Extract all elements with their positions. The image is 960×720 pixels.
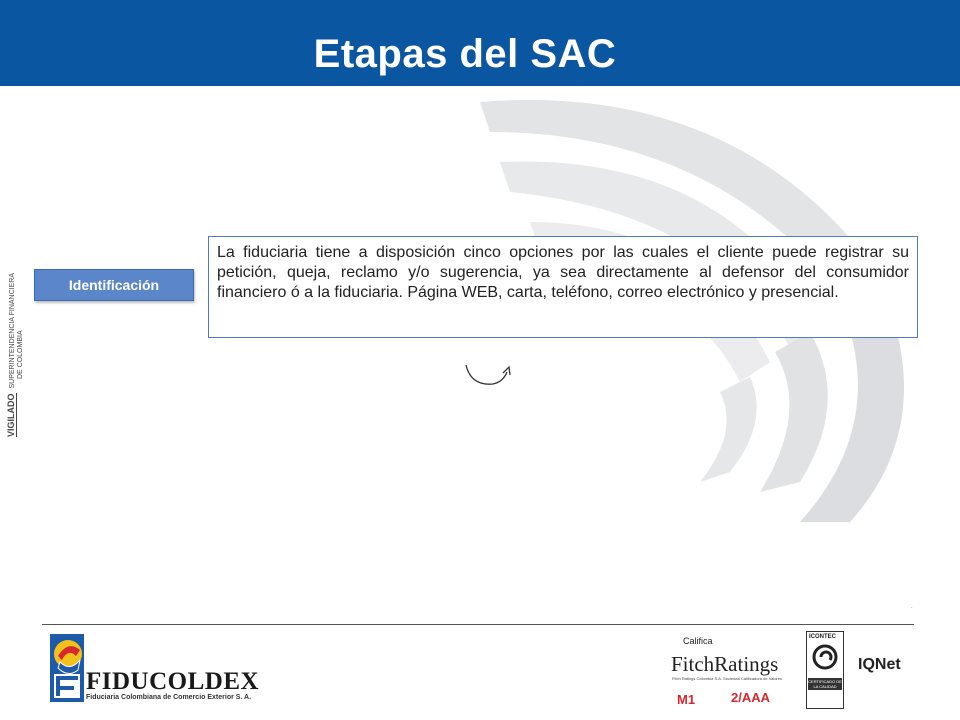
vigilado-label: VIGILADO: [6, 393, 16, 437]
identificacion-stage-button[interactable]: Identificación: [34, 269, 194, 301]
page-title: Etapas del SAC: [313, 32, 617, 76]
footer-divider: [42, 624, 914, 625]
fiducoldex-emblem-icon: [46, 630, 86, 706]
cert-label: ICONTEC: [809, 634, 836, 640]
certificate-seal-icon: [810, 644, 840, 670]
icontec-certificate: [806, 631, 844, 709]
vigilado-seal: [0, 268, 30, 438]
vigilado-entity-1: SUPERINTENDENCIA FINANCIERA: [9, 273, 16, 389]
iqnet-logo: [850, 656, 920, 680]
small-dot: .: [911, 604, 913, 610]
iqnet-label: IQNet: [858, 656, 901, 673]
fiducoldex-logo: [46, 630, 306, 710]
rating-m1: M1: [677, 692, 696, 707]
stage-description: La fiduciaria tiene a disposición cinco opciones por las cuales el cliente puede registrar su petición, queja, reclamo y/o sugerencia, ya sea directamente al defensor del consumidor financiero ó a la fiduciaria. Página WEB, carta, teléfono, correo electrónico y presencial.: [208, 236, 918, 338]
logo-subtitle: Fiduciaria Colombiana de Comercio Exterior S. A.: [86, 694, 252, 701]
rating-aaa: 2/AAA: [731, 690, 771, 705]
fitch-ratings-logo: FitchRatings: [671, 652, 779, 676]
califica-label: Califica: [683, 636, 713, 646]
cert-band: CERTIFICADO DE LA CALIDAD: [808, 679, 842, 689]
vigilado-entity-2: DE COLOMBIA: [17, 330, 24, 379]
fitch-ratings-subtitle: Fitch Ratings Colombia S.A. Sociedad Calificadora de Valores: [672, 676, 782, 681]
curved-arrow-icon[interactable]: [463, 362, 515, 388]
logo-name: FIDUCOLDEX: [86, 668, 260, 695]
